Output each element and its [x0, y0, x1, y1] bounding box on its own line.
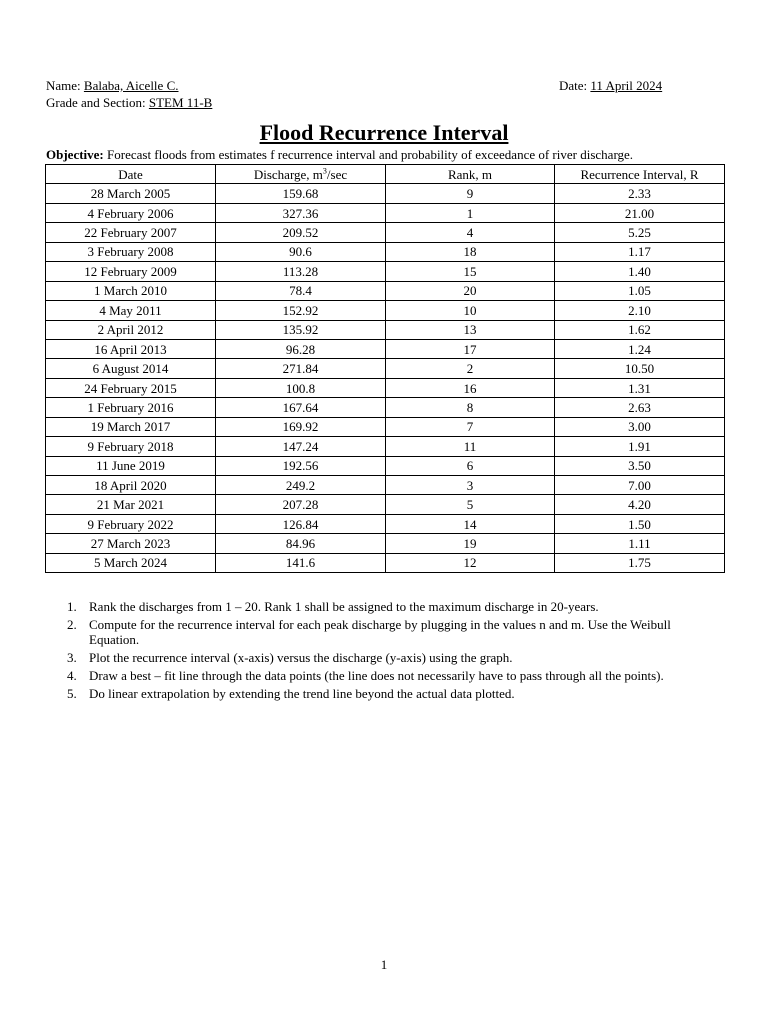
cell-rank: 16 [386, 378, 555, 397]
table-row [46, 417, 725, 436]
date-label: Date: [559, 78, 588, 93]
cell-discharge: 135.92 [216, 320, 386, 339]
cell-date: 19 March 2017 [46, 417, 216, 436]
col-header-recurrence: Recurrence Interval, R [555, 165, 725, 184]
list-item-number: 4. [67, 668, 77, 683]
table-body [46, 184, 725, 573]
discharge-table [45, 164, 725, 573]
cell-discharge: 84.96 [216, 534, 386, 553]
date-line [559, 78, 662, 93]
discharge-header-prefix: Discharge, m [253, 166, 323, 182]
cell-rank: 12 [386, 553, 555, 572]
table-row [46, 339, 725, 358]
cell-date: 3 February 2008 [46, 242, 216, 261]
cell-rank: 5 [386, 495, 555, 514]
table-row [46, 534, 725, 553]
cell-rank: 20 [386, 281, 555, 300]
cell-interval: 5.25 [555, 223, 725, 242]
cell-rank: 3 [386, 476, 555, 495]
list-item-text: Rank the discharges from 1 – 20. Rank 1 shall be assigned to the maximum discharge in 20-years. [89, 599, 599, 614]
cell-rank: 11 [386, 437, 555, 456]
cell-interval: 1.91 [555, 437, 725, 456]
cell-discharge: 209.52 [216, 223, 386, 242]
cell-interval: 1.75 [555, 553, 725, 572]
cell-discharge: 147.24 [216, 437, 386, 456]
cell-rank: 6 [386, 456, 555, 475]
cell-discharge: 249.2 [216, 476, 386, 495]
cell-rank: 4 [386, 223, 555, 242]
list-item [46, 650, 718, 665]
cell-date: 4 February 2006 [46, 203, 216, 222]
cell-interval: 1.24 [555, 339, 725, 358]
cell-discharge: 126.84 [216, 514, 386, 533]
page-number: 1 [380, 957, 388, 972]
table-row [46, 184, 725, 203]
table-row [46, 456, 725, 475]
table-row [46, 398, 725, 417]
cell-interval: 10.50 [555, 359, 725, 378]
list-item [46, 668, 718, 683]
cell-date: 12 February 2009 [46, 262, 216, 281]
cell-rank: 2 [386, 359, 555, 378]
cell-interval: 3.00 [555, 417, 725, 436]
cell-discharge: 141.6 [216, 553, 386, 572]
cell-interval: 1.31 [555, 378, 725, 397]
cell-discharge: 327.36 [216, 203, 386, 222]
grade-value: STEM 11-B [148, 95, 213, 110]
cell-discharge: 100.8 [216, 378, 386, 397]
list-item-text: Compute for the recurrence interval for each peak discharge by plugging in the values n and m. Use the Weibull Equation. [89, 617, 671, 647]
col-header-date: Date [46, 165, 216, 184]
cell-interval: 1.11 [555, 534, 725, 553]
table-row [46, 476, 725, 495]
cell-discharge: 167.64 [216, 398, 386, 417]
cell-interval: 1.50 [555, 514, 725, 533]
name-label: Name: [46, 78, 81, 93]
cell-rank: 17 [386, 339, 555, 358]
list-item-text: Plot the recurrence interval (x-axis) versus the discharge (y-axis) using the graph. [89, 650, 513, 665]
cell-rank: 13 [386, 320, 555, 339]
discharge-header-suffix: /sec [326, 166, 348, 182]
cell-interval: 1.40 [555, 262, 725, 281]
cell-rank: 7 [386, 417, 555, 436]
cell-date: 1 February 2016 [46, 398, 216, 417]
list-item-text: Draw a best – fit line through the data points (the line does not necessarily have to pass through all the points). [89, 668, 664, 683]
cell-discharge: 113.28 [216, 262, 386, 281]
table-row [46, 495, 725, 514]
page-title: Flood Recurrence Interval [259, 120, 509, 145]
name-line [46, 78, 179, 93]
list-item-number: 1. [67, 599, 77, 614]
cell-date: 21 Mar 2021 [46, 495, 216, 514]
cell-discharge: 152.92 [216, 301, 386, 320]
list-item-number: 2. [67, 617, 77, 632]
cell-interval: 7.00 [555, 476, 725, 495]
table-row [46, 553, 725, 572]
cell-rank: 1 [386, 203, 555, 222]
cell-date: 24 February 2015 [46, 378, 216, 397]
table-row [46, 378, 725, 397]
objective [46, 147, 633, 162]
cell-date: 18 April 2020 [46, 476, 216, 495]
list-item [46, 686, 718, 701]
col-header-rank: Rank, m [386, 165, 555, 184]
cell-interval: 2.63 [555, 398, 725, 417]
discharge-header-sup: 3 [322, 166, 327, 176]
cell-date: 22 February 2007 [46, 223, 216, 242]
cell-date: 1 March 2010 [46, 281, 216, 300]
cell-date: 2 April 2012 [46, 320, 216, 339]
cell-interval: 2.33 [555, 184, 725, 203]
cell-interval: 3.50 [555, 456, 725, 475]
cell-discharge: 271.84 [216, 359, 386, 378]
cell-interval: 2.10 [555, 301, 725, 320]
cell-date: 9 February 2018 [46, 437, 216, 456]
cell-date: 28 March 2005 [46, 184, 216, 203]
cell-interval: 1.62 [555, 320, 725, 339]
cell-discharge: 207.28 [216, 495, 386, 514]
cell-date: 6 August 2014 [46, 359, 216, 378]
table-row [46, 514, 725, 533]
cell-rank: 9 [386, 184, 555, 203]
list-item [46, 599, 718, 614]
table-row [46, 281, 725, 300]
list-item [46, 617, 718, 647]
cell-date: 27 March 2023 [46, 534, 216, 553]
cell-date: 9 February 2022 [46, 514, 216, 533]
table-row [46, 301, 725, 320]
cell-discharge: 192.56 [216, 456, 386, 475]
cell-interval: 1.17 [555, 242, 725, 261]
table-row [46, 262, 725, 281]
cell-discharge: 169.92 [216, 417, 386, 436]
cell-rank: 18 [386, 242, 555, 261]
list-item-text: Do linear extrapolation by extending the trend line beyond the actual data plotted. [89, 686, 515, 701]
list-item-number: 5. [67, 686, 77, 701]
cell-date: 16 April 2013 [46, 339, 216, 358]
table-row [46, 320, 725, 339]
instruction-list [46, 599, 718, 704]
table-row [46, 437, 725, 456]
cell-rank: 8 [386, 398, 555, 417]
cell-discharge: 78.4 [216, 281, 386, 300]
col-header-discharge [216, 165, 386, 184]
cell-discharge: 159.68 [216, 184, 386, 203]
cell-rank: 19 [386, 534, 555, 553]
objective-label: Objective: [46, 147, 104, 162]
cell-interval: 1.05 [555, 281, 725, 300]
cell-date: 11 June 2019 [46, 456, 216, 475]
grade-label: Grade and Section: [46, 95, 146, 110]
table-row [46, 203, 725, 222]
cell-discharge: 96.28 [216, 339, 386, 358]
cell-rank: 14 [386, 514, 555, 533]
table-header-row [46, 165, 725, 184]
cell-rank: 15 [386, 262, 555, 281]
list-item-number: 3. [67, 650, 77, 665]
date-value: 11 April 2024 [590, 78, 663, 93]
cell-date: 4 May 2011 [46, 301, 216, 320]
cell-discharge: 90.6 [216, 242, 386, 261]
table-row [46, 359, 725, 378]
name-value: Balaba, Aicelle C. [83, 78, 179, 93]
cell-interval: 21.00 [555, 203, 725, 222]
cell-interval: 4.20 [555, 495, 725, 514]
objective-text: Forecast floods from estimates f recurrence interval and probability of exceedance of river discharge. [107, 147, 634, 162]
table-row [46, 242, 725, 261]
cell-rank: 10 [386, 301, 555, 320]
grade-line [46, 95, 212, 110]
table-row [46, 223, 725, 242]
cell-date: 5 March 2024 [46, 553, 216, 572]
